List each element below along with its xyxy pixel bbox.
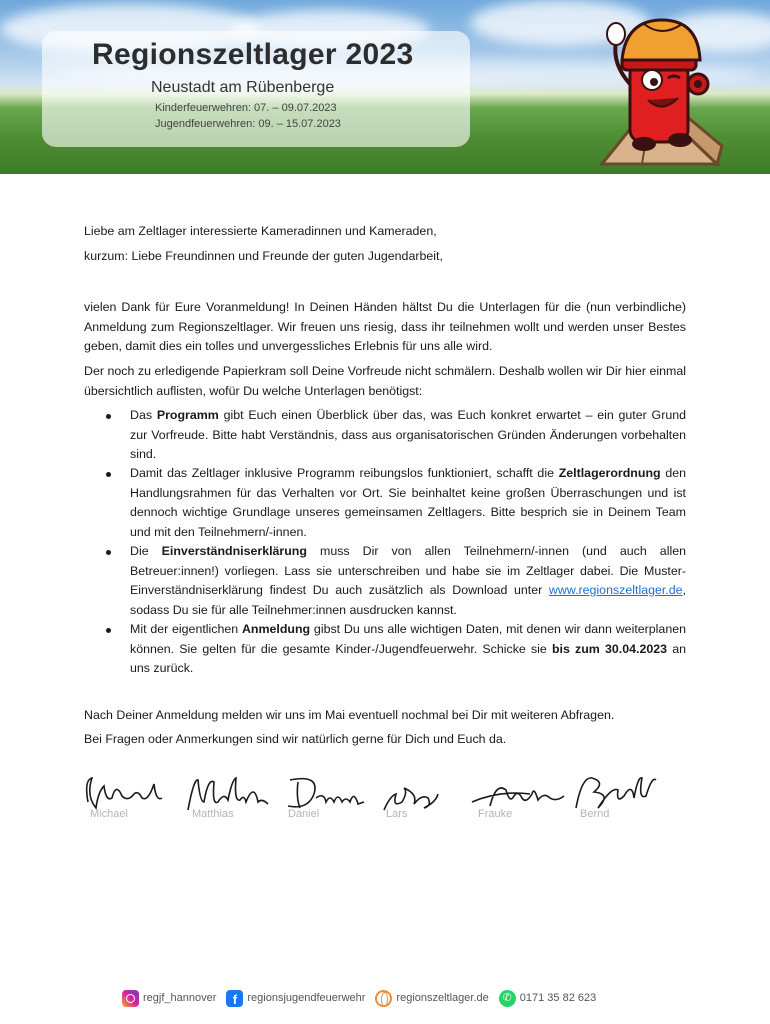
header-banner [0, 0, 770, 174]
list-item-einverstaendniserklaerung: Die Einverständniserklärung muss Dir von allen Teilnehmern/-innen (und auch allen Betreuer:innen!) vorliegen. Lass sie unterschreiben und habe sie im Zeltlager dabei. Die Muster-Einverständniserklärung findest Du auch zusätzlich als Download unter www.regionszeltlager.de, sodass Du sie für alle Teilnehmer:innen ausdrucken kannst. [84, 542, 686, 620]
list-item-programm: Das Programm gibt Euch einen Überblick über das, was Euch konkret erwartet – ein guter Grund zur Vorfreude. Bitte habt Verständnis, dass aus organisatorischen Gründen Änderungen vorbehalten sind. [84, 406, 686, 464]
page-subtitle: Neustadt am Rübenberge [151, 79, 335, 96]
signature-name: Bernd [580, 808, 610, 820]
signature-lars [378, 772, 468, 828]
term-programm: Programm [156, 408, 219, 422]
footer-instagram[interactable]: regjf_hannover [122, 990, 216, 1007]
whatsapp-icon: ✆ [499, 990, 516, 1007]
globe-icon [375, 990, 392, 1007]
facebook-icon: f [226, 990, 243, 1007]
footer-website[interactable]: regionszeltlager.de [375, 990, 488, 1007]
term-zeltlagerordnung: Zeltlagerordnung [558, 466, 661, 480]
instagram-icon [122, 990, 139, 1007]
page-title: Regionszeltlager 2023 [92, 38, 414, 71]
signature-matthias [184, 772, 274, 828]
salutation-line-1: Liebe am Zeltlager interessierte Kameradinnen und Kameraden, [84, 224, 437, 238]
event-dates [155, 100, 341, 132]
date-kinderfeuerwehren: Kinderfeuerwehren: 07. – 09.07.2023 [155, 102, 337, 114]
signatures [82, 772, 682, 828]
list-item-anmeldung: Mit der eigentlichen Anmeldung gibst Du uns alle wichtigen Daten, mit denen wir dann weiterplanen können. Sie gelten für die gesamte Kinder-/Jugendfeuerwehr. Schicke sie bis zum 30.04.2023 an uns zurück. [84, 620, 686, 678]
website-link[interactable]: www.regionszeltlager.de [548, 583, 683, 597]
signature-name: Michael [90, 808, 128, 820]
followup-paragraph: Nach Deiner Anmeldung melden wir uns im Mai eventuell nochmal bei Dir mit weiteren Abfragen. [84, 708, 615, 722]
footer-phone[interactable]: ✆ 0171 35 82 623 [499, 990, 596, 1007]
signature-name: Frauke [478, 808, 513, 820]
signature-michael [82, 772, 172, 828]
signature-bernd [572, 772, 662, 828]
footer-contacts [122, 988, 606, 1008]
paperwork-paragraph: Der noch zu erledigende Papierkram soll Deine Vorfreude nicht schmälern. Deshalb wollen wir Dir hier einmal übersichtlich auflisten, wofür Du welche Unterlagen benötigst: [84, 364, 686, 398]
term-anmeldung: Anmeldung [241, 622, 311, 636]
list-item-zeltlagerordnung: Damit das Zeltlager inklusive Programm reibungslos funktioniert, schafft die Zeltlagerordnung den Handlungsrahmen für das Verhalten vor Ort. Sie beinhaltet keine großen Überraschungen und ist dennoch wichtige Grundlage unseres gemeinsamen Zeltlagers. Bitte besprich sie in Deinem Team und mit den Teilnehmern/-innen. [84, 464, 686, 542]
term-einverstaendniserklaerung: Einverständniserklärung [161, 544, 307, 558]
contact-paragraph: Bei Fragen oder Anmerkungen sind wir natürlich gerne für Dich und Euch da. [84, 732, 507, 746]
signature-name: Lars [386, 808, 408, 820]
documents-list [84, 406, 686, 678]
signature-name: Daniel [288, 808, 320, 820]
signature-name: Matthias [192, 808, 234, 820]
date-jugendfeuerwehren: Jugendfeuerwehren: 09. – 15.07.2023 [155, 118, 341, 130]
signature-daniel [280, 772, 370, 828]
salutation-line-2: kurzum: Liebe Freundinnen und Freunde der guten Jugendarbeit, [84, 249, 443, 263]
deadline-date: bis zum 30.04.2023 [551, 641, 668, 656]
mascot-hydrant-icon [582, 14, 732, 174]
intro-paragraph: vielen Dank für Eure Voranmeldung! In Deinen Händen hältst Du die Unterlagen für die (nun verbindliche) Anmeldung zum Regionszeltlager. Wir freuen uns riesig, dass ihr teilnehmen wollt und werden unser Bestes geben, damit dies ein tolles und unvergessliches Erlebnis für uns alle wird. [84, 300, 686, 353]
signature-frauke [470, 772, 560, 828]
footer-facebook[interactable]: f regionsjugendfeuerwehr [226, 990, 365, 1007]
